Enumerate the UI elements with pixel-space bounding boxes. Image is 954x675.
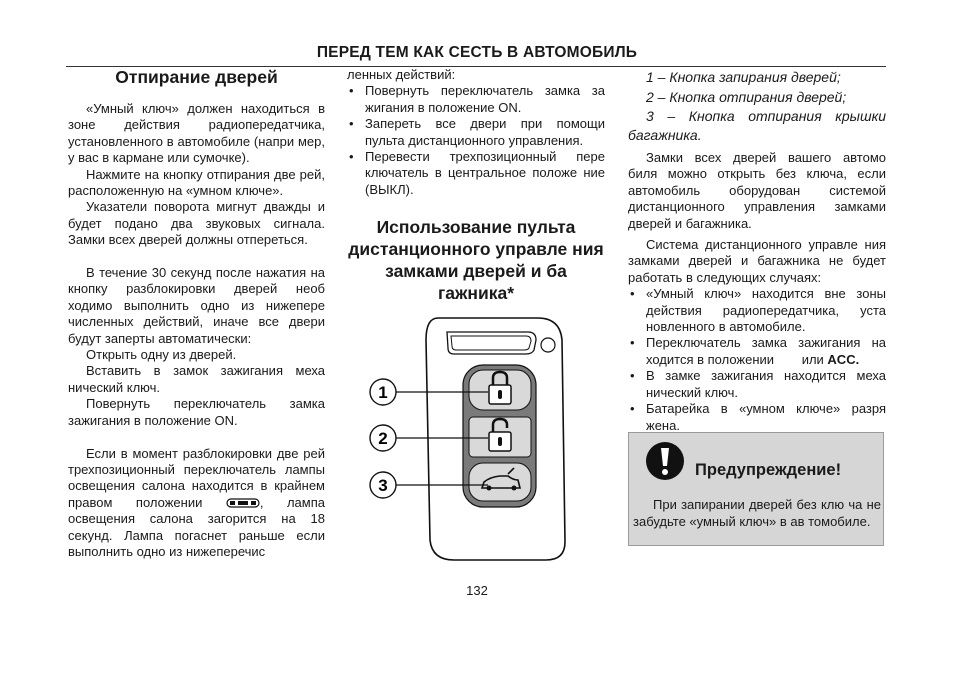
legend-item-1: 1 – Кнопка запирания дверей; xyxy=(646,69,841,85)
column-left xyxy=(68,67,325,560)
paragraph-open-door: Открыть одну из дверей. xyxy=(86,347,237,363)
section-heading-remote: Использование пульта дистанционного управле ния замками дверей и ба гажника* xyxy=(348,217,604,304)
list-item: • Повернуть переключатель замка за жигания в положение ON. xyxy=(347,83,605,116)
door-lamp-icon xyxy=(226,497,260,509)
list-item: • В замке зажигания находится меха нический ключ. xyxy=(628,368,886,401)
paragraph-cabin-lamp: Если в момент разблокировки две рей трехпозиционный переключатель лампы освещения салона находится в крайнем правом положении , лампа освещения салона загорится на 18 секунд. Лампа погаснет раньше если выполнить одно из нижеперечис xyxy=(68,445,325,559)
list-item: • Перевести трехпозиционный пере ключатель в центральное положе ние (ВЫКЛ). xyxy=(347,149,605,198)
callout-3: 3 xyxy=(378,476,388,495)
legend-item-2: 2 – Кнопка отпирания дверей; xyxy=(646,89,847,105)
paragraph-not-working: Система дистанционного управле ния замками дверей и багажника не будет работать в следующих случаях: xyxy=(628,237,886,285)
page-number: 132 xyxy=(466,583,488,598)
column-right xyxy=(628,67,886,434)
paragraph-turn-signals: Указатели поворота мигнут дважды и будет подано два звуковых сигнала. Замки всех дверей должны отпереться. xyxy=(68,199,325,248)
warning-box xyxy=(628,432,884,546)
column-middle xyxy=(347,67,605,304)
paragraph-turn-switch: Повернуть переключатель замка зажигания в положение ON. xyxy=(68,396,325,428)
list-item: • Переключатель замка зажигания на ходится в положении или ACC. xyxy=(628,335,886,368)
legend-item-3: 3 – Кнопка отпирания крышки багажника. xyxy=(628,108,886,143)
continued-text: ленных действий: xyxy=(347,67,456,82)
paragraph-keyless: Замки всех дверей вашего автомо биля можно открыть без ключа, если автомобиль оборудован системой дистанционного управления замками дверей и багажника. xyxy=(628,150,886,231)
callout-1: 1 xyxy=(378,383,388,402)
paragraph-press-button: Нажмите на кнопку отпирания две рей, расположенную на «умном ключе». xyxy=(68,166,325,199)
paragraph-30-seconds: В течение 30 секунд после нажатия на кнопку разблокировки дверей необ ходимо выполнить одно из нижепере численных действий, иначе все двери будут заперты автоматически: xyxy=(68,265,325,346)
exclamation-icon xyxy=(645,441,685,481)
cancel-actions-list xyxy=(347,83,605,198)
smart-key-illustration xyxy=(360,310,580,570)
list-item: • «Умный ключ» находится вне зоны действия радиопередатчика, уста новленного в автомобиле. xyxy=(628,286,886,335)
page-header: ПЕРЕД ТЕМ КАК СЕСТЬ В АВТОМОБИЛЬ xyxy=(316,44,638,61)
callout-2: 2 xyxy=(378,429,388,448)
paragraph-insert-key: Вставить в замок зажигания меха нический ключ. xyxy=(68,363,325,395)
list-item: • Запереть все двери при помощи пульта дистанционного управления. xyxy=(347,116,605,149)
warning-title: Предупреждение! xyxy=(695,461,842,479)
warning-text: При запирании дверей без клю ча не забудьте «умный ключ» в ав томобиле. xyxy=(633,497,881,529)
paragraph-smart-key: «Умный ключ» должен находиться в зоне действия радиопередатчика, установленного в автомобиле (напри мер, у вас в кармане или сумочке). xyxy=(68,101,325,166)
list-item: • Батарейка в «умном ключе» разря жена. xyxy=(628,401,886,434)
not-working-list xyxy=(628,286,886,434)
section-heading-unlocking: Отпирание дверей xyxy=(115,67,278,87)
